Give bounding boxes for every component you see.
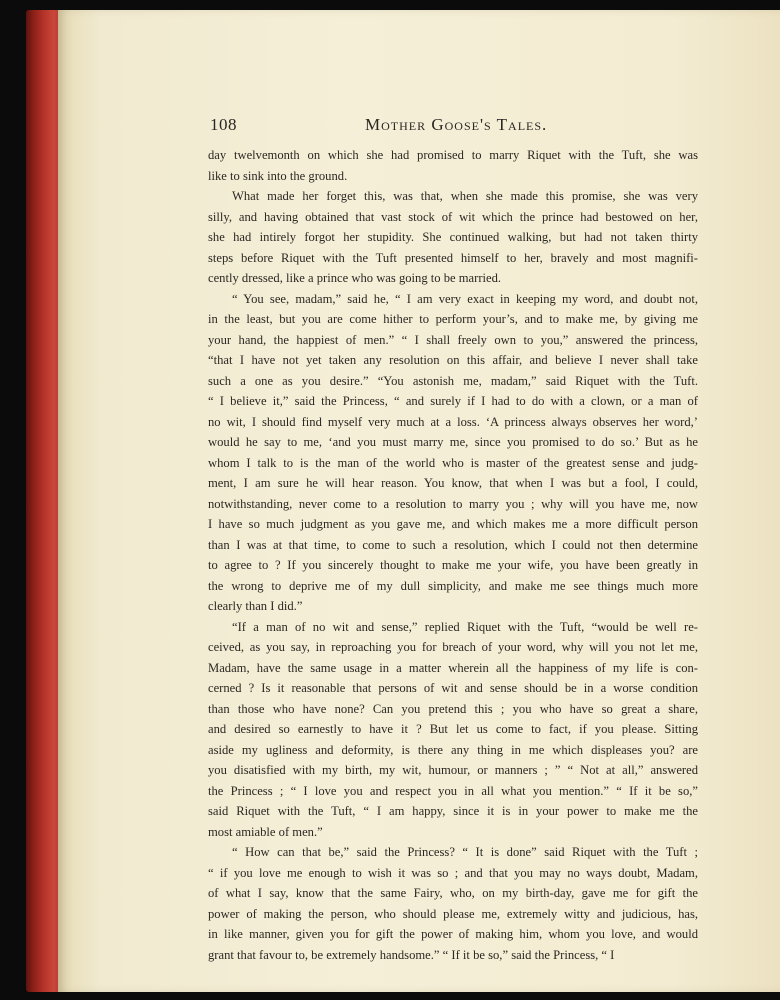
paragraph <box>208 289 698 617</box>
running-head: Mother Goose's Tales. <box>365 115 548 134</box>
text-line: silly, and having obtained that vast stock of wit which the prince had bestowed on her, <box>208 209 698 224</box>
text-line: she had intirely forgot her stupidity. She continued walking, but had not taken thirty <box>208 230 698 244</box>
text-line: the wrong to deprive me of my dull simplicity, and make me see things much more <box>208 578 698 593</box>
paragraph <box>208 617 698 843</box>
text-line: of what I say, know that the same Fairy, who, on my birth-day, gave me for gift the <box>208 886 698 900</box>
text-line: aside my ugliness and deformity, is there any thing in me which displeases you? are <box>208 742 698 757</box>
text-line: whom I talk to is the man of the world who is master of the greatest sense and judg- <box>208 455 698 470</box>
text-line: no wit, I should find myself very much at a loss. ‘A princess always observes her word,’ <box>208 414 698 429</box>
text-line: and desired so earnestly to have it ? But let us come to fact, if you please. Sitting <box>208 722 698 736</box>
text-line: ment, I am sure he will hear reason. You know, that when I was but a fool, I could, <box>208 476 698 490</box>
text-line: “that I have not yet taken any resolution on this affair, and believe I never shall take <box>208 353 698 367</box>
text-line: in like manner, given you for gift the power of making him, whom you love, and would <box>208 927 698 941</box>
body-text <box>208 145 698 965</box>
text-line: most amiable of men.” <box>208 824 323 839</box>
text-line: “If a man of no wit and sense,” replied Riquet with the Tuft, “would be well re- <box>232 619 698 634</box>
text-line: cently dressed, like a prince who was going to be married. <box>208 271 502 285</box>
paragraph <box>208 186 698 289</box>
text-line: clearly than I did.” <box>208 599 303 613</box>
text-line: What made her forget this, was that, when she made this promise, she was very <box>232 189 698 203</box>
text-line: Madam, have the same usage in a matter wherein all the happiness of my life is con- <box>208 660 698 675</box>
text-line: said Riquet with the Tuft, “ I am happy, since it is in your power to make me the <box>208 804 698 818</box>
text-line: “ if you love me enough to wish it was so ; and that you may no ways doubt, Madam, <box>208 865 698 880</box>
text-line: steps before Riquet with the Tuft presented himself to her, bravely and most magnifi- <box>208 250 698 265</box>
text-line: in the least, but you are come hither to perform your’s, and to make me, by giving me <box>208 312 698 326</box>
page-header <box>210 115 698 137</box>
text-line: “ You see, madam,” said he, “ I am very exact in keeping my word, and doubt not, <box>232 291 698 306</box>
text-line: cerned ? Is it reasonable that persons of wit and sense should be in a worse condition <box>208 681 698 695</box>
text-line: notwithstanding, never come to a resolution to marry you ; why will you have me, now <box>208 496 698 511</box>
text-line: like to sink into the ground. <box>208 168 348 183</box>
text-line: your hand, the happiest of men.” “ I shall freely own to you,” answered the princess, <box>208 332 698 347</box>
paragraph <box>208 842 698 965</box>
text-line: grant that favour to, be extremely handsome.” “ If it be so,” said the Princess, “ I <box>208 947 615 962</box>
text-line: “ I believe it,” said the Princess, “ and surely if I had to do with a clown, or a man of <box>208 394 698 408</box>
text-line: “ How can that be,” said the Princess? “ It is done” said Riquet with the Tuft ; <box>232 845 698 859</box>
text-line: ceived, as you say, in reproaching you for breach of your word, why will you not let me, <box>208 640 698 654</box>
text-line: the Princess ; “ I love you and respect you in all what you mention.” “ If it be so,” <box>208 783 698 798</box>
text-line: you disatisfied with my birth, my wit, humour, or manners ; ” “ Not at all,” answered <box>208 763 698 777</box>
text-line: such a one as you desire.” “You astonish me, madam,” said Riquet with the Tuft. <box>208 373 698 388</box>
page-number: 108 <box>210 115 237 134</box>
text-line: to agree to ? If you sincerely thought to make me your wife, you have been greatly in <box>208 558 698 572</box>
text-line: than I was at that time, to come to such a resolution, which I could not then determine <box>208 537 698 552</box>
text-line: would he say to me, ‘and you must marry me, since you promised to do so.’ But as he <box>208 435 698 449</box>
paragraph <box>208 145 698 186</box>
text-line: day twelvemonth on which she had promised to marry Riquet with the Tuft, she was <box>208 148 698 162</box>
text-line: I have so much judgment as you gave me, and which makes me a more difficult person <box>208 517 698 531</box>
text-line: than those who have none? Can you pretend this ; you who have so great a share, <box>208 701 698 716</box>
text-line: power of making the person, who should please me, extremely witty and judicious, has, <box>208 906 698 921</box>
